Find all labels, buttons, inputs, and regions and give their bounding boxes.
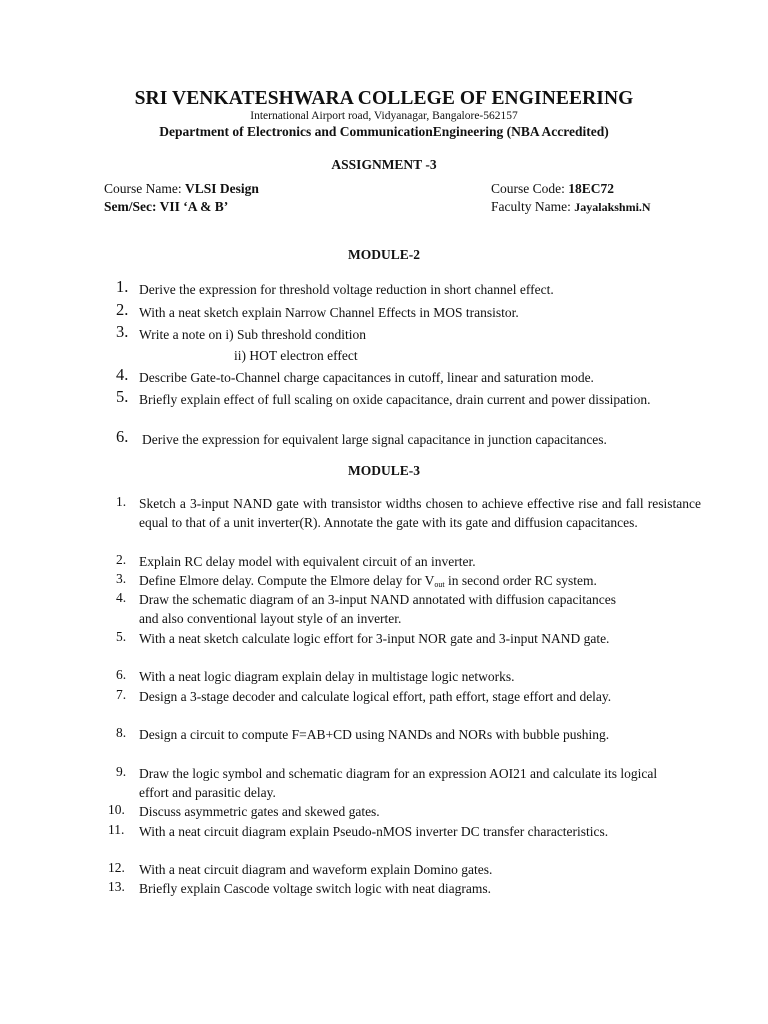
module-3-heading: MODULE-3 [348,463,420,478]
list-item-text: Describe Gate-to-Channel charge capacitances in cutoff, linear and saturation mode. [139,370,594,385]
list-item-number: 3. [116,571,127,586]
list-item-text: With a neat sketch explain Narrow Channel Effects in MOS transistor. [139,305,519,320]
list-item-text: With a neat sketch calculate logic effort for 3-input NOR gate and 3-input NAND gate. [139,631,610,646]
list-item-text: Briefly explain effect of full scaling on oxide capacitance, drain current and power dissipation. [139,392,651,407]
list-item-number: 2. [116,300,129,319]
module-2-heading: MODULE-2 [348,247,420,262]
course-name-label: Course Name: [104,181,185,196]
list-item-number: 10. [108,802,125,817]
list-item-number: 2. [116,552,127,567]
list-item-text: Write a note on i) Sub threshold condition [139,327,367,342]
college-address: International Airport road, Vidyanagar, Bangalore-562157 [250,110,518,122]
list-item-text: Derive the expression for equivalent large signal capacitance in junction capacitances. [142,432,607,447]
list-item-text: Design a 3-stage decoder and calculate logical effort, path effort, stage effort and delay. [139,689,612,704]
list-item-text: Discuss asymmetric gates and skewed gates. [139,804,380,819]
course-code-value: 18EC72 [568,181,615,196]
list-item-text: With a neat logic diagram explain delay in multistage logic networks. [139,669,515,684]
list-item-number: 13. [108,879,125,894]
list-item-text-part: Define Elmore delay. Compute the Elmore delay for V [139,573,435,588]
list-item-number: 12. [108,860,125,875]
sem-sec: Sem/Sec: VII ‘A & B’ [104,199,229,214]
department-title: Department of Electronics and CommunicationEngineering (NBA Accredited) [159,124,609,139]
list-item-number: 4. [116,590,127,605]
subscript-out: out [434,580,445,589]
list-item-text: ii) HOT electron effect [234,348,358,363]
faculty-name [491,199,651,215]
faculty-name-colon: : [567,199,575,214]
list-item-number: 5. [116,387,129,406]
list-item-number: 9. [116,764,127,779]
list-item-number: 6. [116,427,129,446]
assignment-title: ASSIGNMENT -3 [331,157,437,172]
list-item-text: Explain RC delay model with equivalent circuit of an inverter. [139,554,476,569]
course-name [104,181,259,197]
list-item-text: Sketch a 3-input NAND gate with transistor widths chosen to achieve effective rise and fall resistance equal to that of a unit inverter(R). Annotate the gate with its gate and diffusion capacitances. [139,496,701,531]
list-item-text: With a neat circuit diagram explain Pseudo-nMOS inverter DC transfer characteristics. [139,824,609,839]
faculty-name-value: Jayalakshmi.N [574,200,651,214]
list-item-number: 4. [116,365,129,384]
list-item-text-part: in second order RC system. [444,573,597,588]
list-item-text: Derive the expression for threshold voltage reduction in short channel effect. [139,282,554,297]
list-item-number: 6. [116,667,127,682]
list-item-text: Draw the schematic diagram of an 3-input NAND annotated with diffusion capacitances and also conventional layout style of an inverter. [139,592,616,627]
list-item-number: 3. [116,322,129,341]
list-item-text: Draw the logic symbol and schematic diagram for an expression AOI21 and calculate its logical effort and parasitic delay. [139,766,658,801]
course-code-label: Course Code: [491,181,569,196]
list-item-text: Briefly explain Cascode voltage switch logic with neat diagrams. [139,881,492,896]
list-item-text: With a neat circuit diagram and waveform explain Domino gates. [139,862,493,877]
list-item-number: 8. [116,725,127,740]
list-item-number: 1. [116,494,127,509]
course-name-value: VLSI Design [184,181,259,196]
list-item-text: Design a circuit to compute F=AB+CD using NANDs and NORs with bubble pushing. [139,727,610,742]
list-item-number: 11. [108,822,125,837]
course-code [491,181,614,197]
list-item-number: 7. [116,687,127,702]
faculty-name-label: Faculty Name [491,199,568,214]
list-item-number: 5. [116,629,127,644]
college-title: SRI VENKATESHWARA COLLEGE OF ENGINEERING [134,88,634,109]
list-item-number: 1. [116,277,129,296]
